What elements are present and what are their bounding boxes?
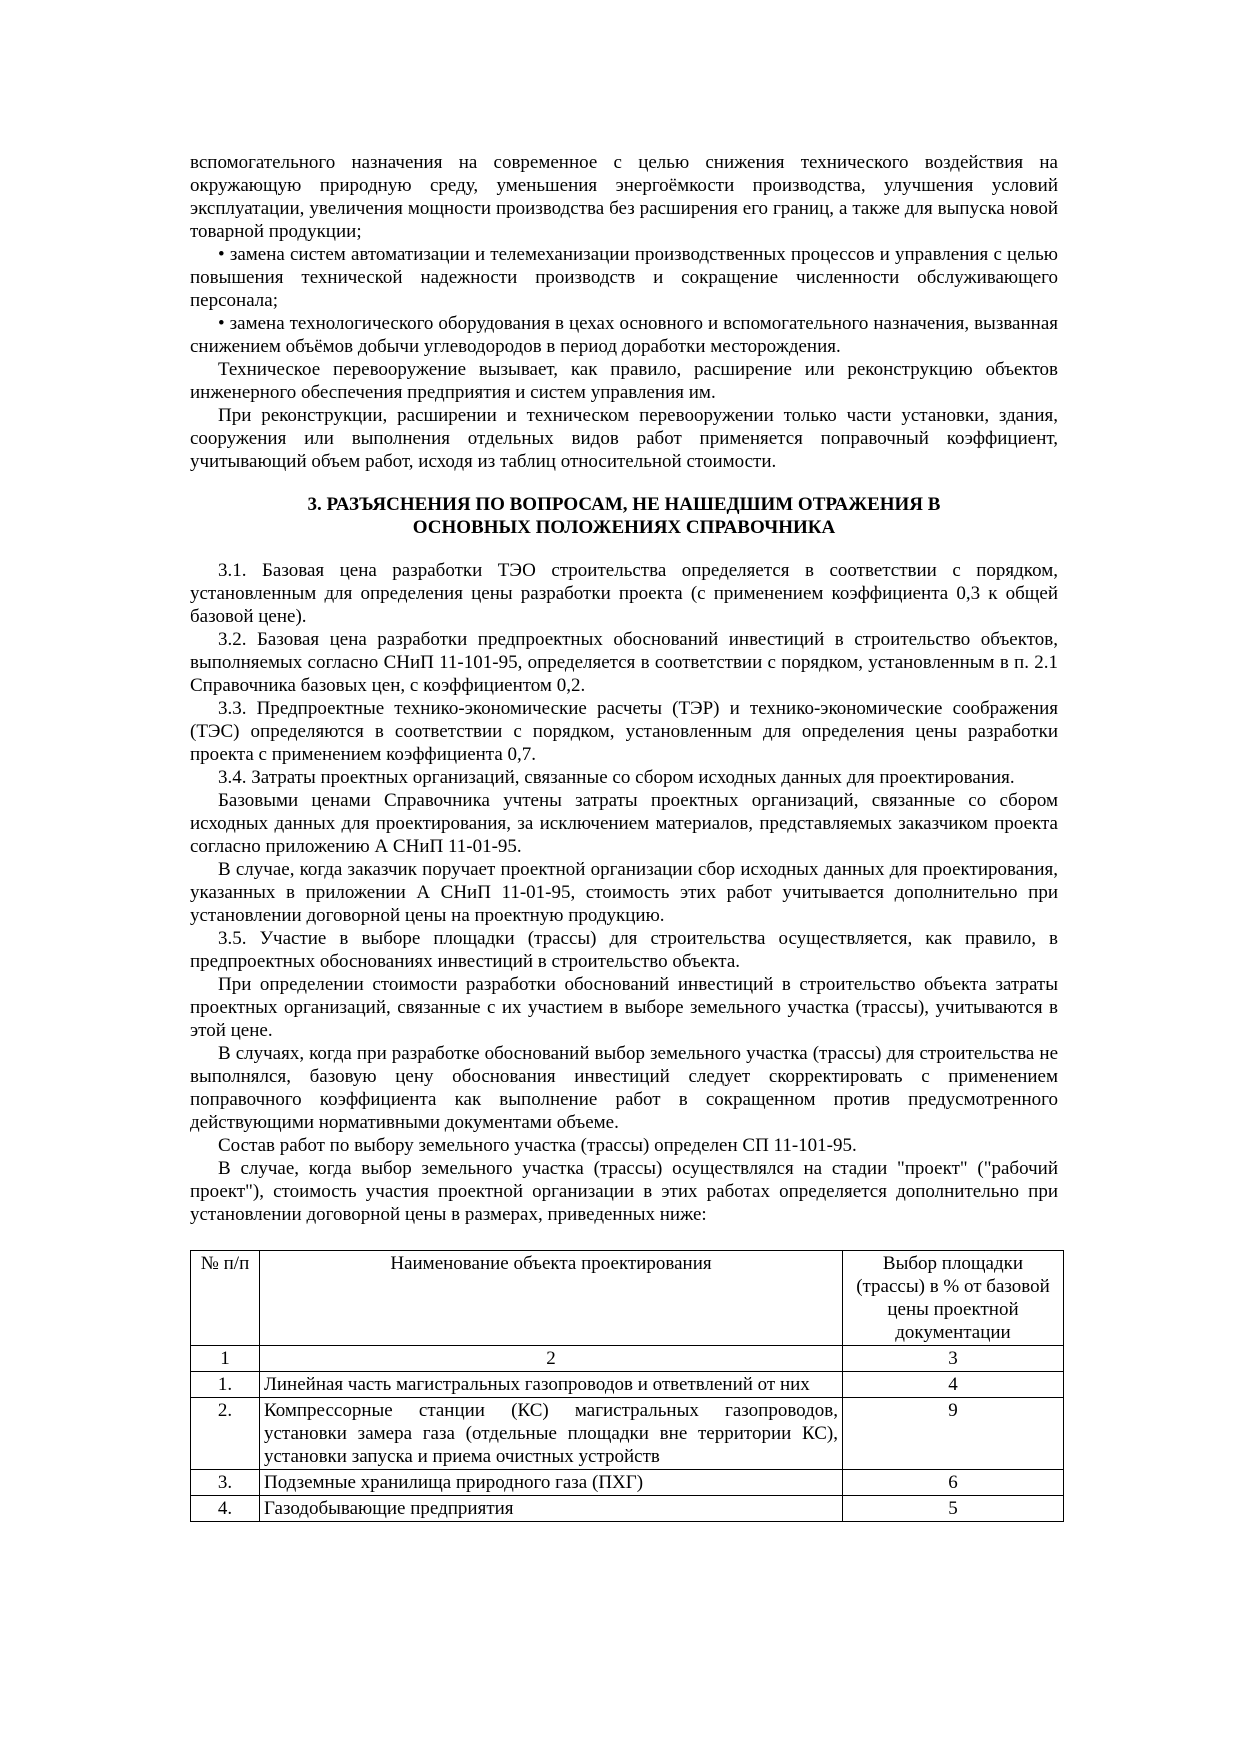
paragraph: В случаях, когда при разработке обоснований выбор земельного участка (трассы) для строительства не выполнялся, базовую цену обоснования инвестиций следует скорректировать с применением поправочного коэффициента как выполнение работ в сокращенном против предусмотренного действующими нормативными документами объеме. xyxy=(190,1043,1058,1133)
column-number: 1 xyxy=(191,1346,260,1372)
header-pct: Выбор площадки (трассы) в % от базовой цены проектной документации xyxy=(843,1251,1064,1346)
row-num: 4. xyxy=(191,1496,260,1522)
paragraph: 3.4. Затраты проектных организаций, связанные со сбором исходных данных для проектирования. xyxy=(218,767,1015,788)
paragraph: 3.2. Базовая цена разработки предпроектных обоснований инвестиций в строительство объектов, выполняемых согласно СНиП 11-101-95, определяется в соответствии с порядком, установленным в п. 2.1 Справочника базовых цен, с коэффициентом 0,2. xyxy=(190,629,1058,696)
paragraph: В случае, когда выбор земельного участка (трассы) осуществлялся на стадии "проект" ("рабочий проект"), стоимость участия проектной организации в этих работах определяется дополнительно при установлении договорной цены в размерах, приведенных ниже: xyxy=(190,1158,1058,1225)
paragraph: Базовыми ценами Справочника учтены затраты проектных организаций, связанные со сбором исходных данных для проектирования, за исключением материалов, представляемых заказчиком проекта согласно приложению А СНиП 11-01-95. xyxy=(190,790,1058,857)
paragraph: При реконструкции, расширении и техническом перевооружении только части установки, здания, сооружения или выполнения отдельных видов работ применяется поправочный коэффициент, учитывающий объем работ, исходя из таблиц относительной стоимости. xyxy=(190,405,1058,472)
bullet-paragraph: • замена систем автоматизации и телемеханизации производственных процессов и управления с целью повышения технической надежности производств и сокращение численности обслуживающего персонала; xyxy=(190,244,1058,311)
column-number: 3 xyxy=(843,1346,1064,1372)
row-pct: 6 xyxy=(843,1470,1064,1496)
paragraph: Состав работ по выбору земельного участка (трассы) определен СП 11-101-95. xyxy=(218,1135,857,1156)
paragraph: При определении стоимости разработки обоснований инвестиций в строительство объекта затраты проектных организаций, связанные с их участием в выборе земельного участка (трассы), учитываются в этой цене. xyxy=(190,974,1058,1041)
section-heading-line: 3. РАЗЪЯСНЕНИЯ ПО ВОПРОСАМ, НЕ НАШЕДШИМ ОТРАЖЕНИЯ В xyxy=(307,494,941,515)
document-page xyxy=(190,151,1058,1522)
row-pct: 9 xyxy=(843,1398,1064,1470)
price-table xyxy=(190,1250,1064,1522)
bullet-paragraph: • замена технологического оборудования в цехах основного и вспомогательного назначения, вызванная снижением объёмов добычи углеводородов в период доработки месторождения. xyxy=(190,313,1058,357)
row-num: 2. xyxy=(191,1398,260,1470)
section-heading xyxy=(190,493,1058,539)
table-row xyxy=(191,1496,1064,1522)
table-row xyxy=(191,1398,1064,1470)
row-pct: 5 xyxy=(843,1496,1064,1522)
row-name: Газодобывающие предприятия xyxy=(260,1496,843,1522)
paragraph: 3.3. Предпроектные технико-экономические расчеты (ТЭР) и технико-экономические соображения (ТЭС) определяются в соответствии с порядком, установленным для определения цены разработки проекта с применением коэффициента 0,7. xyxy=(190,698,1058,765)
paragraph: вспомогательного назначения на современное с целью снижения технического воздействия на окружающую природную среду, уменьшения энергоёмкости производства, улучшения условий эксплуатации, увеличения мощности производства без расширения его границ, а также для выпуска новой товарной продукции; xyxy=(190,152,1058,242)
header-num: № п/п xyxy=(191,1251,260,1346)
paragraph: Техническое перевооружение вызывает, как правило, расширение или реконструкцию объектов инженерного обеспечения предприятия и систем управления им. xyxy=(190,359,1058,403)
row-name: Подземные хранилища природного газа (ПХГ) xyxy=(260,1470,843,1496)
row-name: Линейная часть магистральных газопроводов и ответвлений от них xyxy=(260,1372,843,1398)
paragraph: В случае, когда заказчик поручает проектной организации сбор исходных данных для проектирования, указанных в приложении А СНиП 11-01-95, стоимость этих работ учитывается дополнительно при установлении договорной цены на проектную продукцию. xyxy=(190,859,1058,926)
table-column-numbers-row xyxy=(191,1346,1064,1372)
column-number: 2 xyxy=(260,1346,843,1372)
section-heading-line: ОСНОВНЫХ ПОЛОЖЕНИЯХ СПРАВОЧНИКА xyxy=(412,517,836,538)
row-pct: 4 xyxy=(843,1372,1064,1398)
row-name: Компрессорные станции (КС) магистральных газопроводов, установки замера газа (отдельные площадки вне территории КС), установки запуска и приема очистных устройств xyxy=(260,1398,843,1470)
header-name: Наименование объекта проектирования xyxy=(260,1251,843,1346)
table-row xyxy=(191,1372,1064,1398)
row-num: 1. xyxy=(191,1372,260,1398)
row-num: 3. xyxy=(191,1470,260,1496)
table-header-row xyxy=(191,1251,1064,1346)
paragraph: 3.1. Базовая цена разработки ТЭО строительства определяется в соответствии с порядком, установленным для определения цены разработки проекта (с применением коэффициента 0,3 к общей базовой цене). xyxy=(190,560,1058,627)
table-row xyxy=(191,1470,1064,1496)
paragraph: 3.5. Участие в выборе площадки (трассы) для строительства осуществляется, как правило, в предпроектных обоснованиях инвестиций в строительство объекта. xyxy=(190,928,1058,972)
